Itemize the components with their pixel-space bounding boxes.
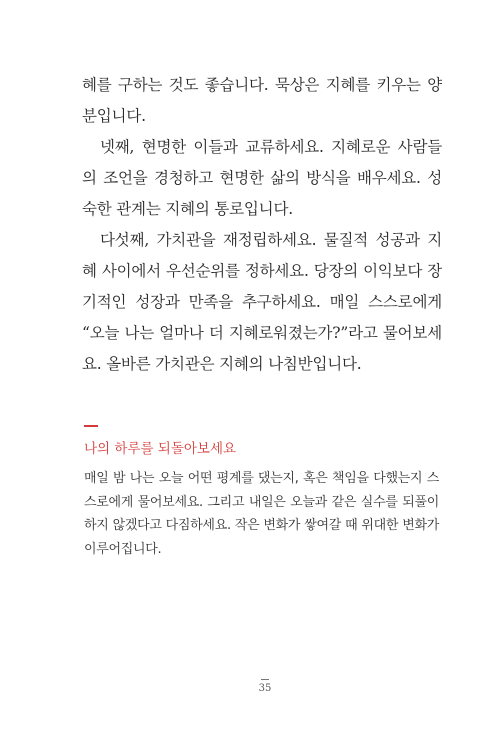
paragraph-continuation: 혜를 구하는 것도 좋습니다. 묵상은 지혜를 키우는 양분입니다. bbox=[82, 76, 442, 125]
footer-rule bbox=[261, 679, 269, 680]
page-number: 35 bbox=[258, 683, 272, 694]
main-body-text bbox=[82, 70, 442, 380]
reflection-title: 나의 하루를 되돌아보세요 bbox=[84, 441, 237, 457]
paragraph-fourth: 넷째, 현명한 이들과 교류하세요. 지혜로운 사람들의 조언을 경청하고 현명한 삶의 방식을 배우세요. 성숙한 관계는 지혜의 통로입니다. bbox=[82, 138, 442, 218]
paragraph-fifth: 다섯째, 가치관을 재정립하세요. 물질적 성공과 지혜 사이에서 우선순위를 정하세요. 당장의 이익보다 장기적인 성장과 만족을 추구하세요. 매일 스스로에게 “오늘 나는 얼마나 더 지혜로워졌는가?”라고 물어보세요. 올바른 가치관은 지혜의 나침반입니다. bbox=[82, 231, 442, 373]
reflection-text: 매일 밤 나는 오늘 어떤 평계를 댔는지, 혹은 책임을 다했는지 스스로에게 물어보세요. 그리고 내일은 오늘과 같은 실수를 되풀이하지 않겠다고 다짐하세요. 작은 변화가 쌓여갈 때 위대한 변화가 이루어집니다. bbox=[84, 471, 439, 557]
accent-dash bbox=[84, 425, 98, 427]
